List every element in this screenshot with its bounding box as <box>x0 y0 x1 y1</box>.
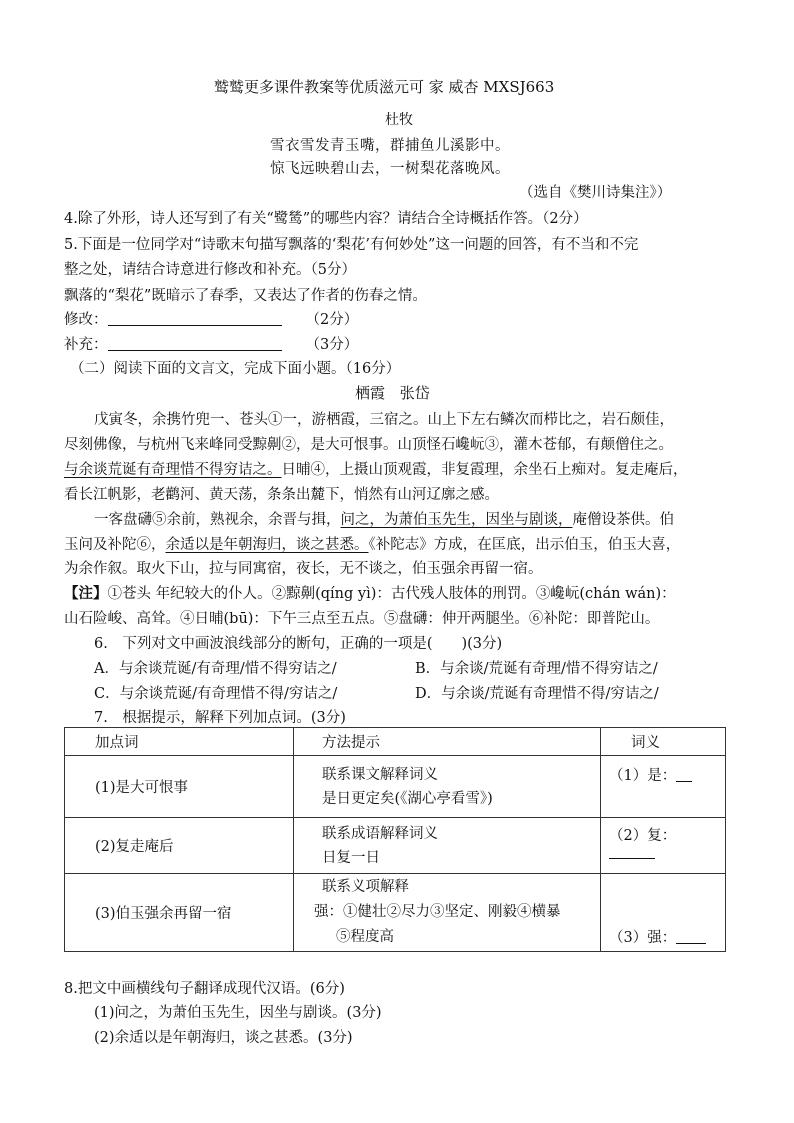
revise-score: （2分） <box>305 312 359 328</box>
essay-p2-line-2-a: 玉问及补陀⑥， <box>64 537 166 553</box>
supplement-score: （3分） <box>305 337 359 353</box>
revise-blank[interactable] <box>108 311 282 326</box>
page-header: 鹫鹫更多课件教案等优质滋元可 家 威杏 MXSJ663 <box>214 78 555 96</box>
row-3-meaning-label: （3）强： <box>609 930 677 946</box>
poem-source: （选自《樊川诗集注》） <box>519 185 672 201</box>
question-6-option-b[interactable]: B．与余谈/荒诞有奇理/惜不得穷诘之/ <box>415 661 658 677</box>
question-8-sentence-2: (2)余适以是年朝海归，谈之甚悉。(3分) <box>94 1030 353 1046</box>
table-header-row <box>65 728 726 756</box>
header-meaning: 词义 <box>601 728 726 756</box>
essay-title: 栖霞 张岱 <box>355 384 430 402</box>
essay-p1-line-4: 看长江帆影，老鹳河、黄天荡，条条出麓下，悄然有山河辽廓之感。 <box>64 487 499 503</box>
question-8-sentence-1: (1)问之，为萧伯玉先生，因坐与剧谈。(3分) <box>94 1005 382 1021</box>
question-6-option-c[interactable]: C．与余谈荒诞/有奇理惜不得/穷诘之/ <box>94 686 338 702</box>
essay-p2-line-2-b: 《补陀志》方成，在匡底，出示伯玉，伯玉大喜， <box>368 537 681 553</box>
poem-author: 杜牧 <box>385 112 413 128</box>
table-row <box>65 818 726 874</box>
row-3-word: (3)伯玉强余再留一宿 <box>65 874 294 952</box>
row-2-meaning <box>601 818 726 874</box>
row-2-meaning-label: （2）复： <box>609 828 677 844</box>
row-3-hint-line-1: 联系义项解释 <box>322 879 409 895</box>
row-1-meaning-label: （1）是： <box>609 768 677 784</box>
question-6-stem: 6. 下列对文中画波浪线部分的断句，正确的一项是( )(3分) <box>94 636 503 652</box>
supplement-blank[interactable] <box>108 336 282 351</box>
question-6-option-a[interactable]: A．与余谈荒诞/有奇理/惜不得穷诘之/ <box>94 661 337 677</box>
wavy-underlined-sentence: 与余谈荒诞有奇理惜不得穷诘之。 <box>64 462 282 478</box>
essay-p1-line-1: 戊寅冬，余携竹兜一、苍头①一，游栖霞，三宿之。山上下左右鳞次而栉比之，岩石颇佳， <box>94 412 674 428</box>
row-1-answer-blank[interactable] <box>676 769 692 782</box>
row-1-word: (1)是大可恨事 <box>65 756 294 818</box>
header-word: 加点词 <box>65 728 294 756</box>
underlined-sentence-2: 余适以是年朝海归，谈之甚悉。 <box>165 537 369 553</box>
question-8-stem: 8.把文中画横线句子翻译成现代汉语。(6分) <box>64 981 345 997</box>
question-4: 4.除了外形，诗人还写到了有关“鹭鸶”的哪些内容？请结合全诗概括作答。（2分） <box>64 211 588 227</box>
header-hint: 方法提示 <box>294 728 601 756</box>
essay-p2-line-2 <box>64 533 680 554</box>
essay-p2-line-1-b: 庵僧设茶供。伯 <box>572 512 674 528</box>
essay-p2-line-1-a: 一客盘礴⑤余前，熟视余，余晋与揖， <box>94 512 341 528</box>
notes-line-2: 山石险峻、高耸。④日晡(bū)：下午三点至五点。⑤盘礴：伸开两腿坐。⑥补陀：即普陀山。 <box>64 611 660 627</box>
underlined-sentence-1: 问之，为萧伯玉先生，因坐与剧谈， <box>340 512 573 528</box>
notes-line-1 <box>64 582 676 603</box>
notes-label: 【注】 <box>64 585 108 602</box>
row-3-hint <box>294 874 601 952</box>
question-7-stem: 7. 根据提示，解释下列加点词。(3分) <box>94 710 346 726</box>
table-row <box>65 874 726 952</box>
question-5-answer: 飘落的“梨花”既暗示了春季，又表达了作者的伤春之情。 <box>64 288 427 304</box>
row-1-hint <box>294 756 601 818</box>
row-2-hint-line-2: 日复一日 <box>322 849 380 866</box>
supplement-row <box>64 333 358 354</box>
row-3-answer-blank[interactable] <box>676 931 706 944</box>
row-1-hint-line-2: 是日更定矣(《湖心亭看雪》) <box>322 790 493 807</box>
question-6-option-d[interactable]: D．与余谈/荒诞有奇理惜不得/穷诘之/ <box>415 686 659 702</box>
row-3-hint-line-2: 强：①健壮②尽力③坚定、刚毅④横暴 <box>314 904 561 920</box>
section-2-heading: （二）阅读下面的文言文，完成下面小题。（16分） <box>70 361 401 377</box>
supplement-label: 补充： <box>64 337 108 353</box>
row-3-hint-line-3: ⑤程度高 <box>336 929 394 945</box>
revise-label: 修改： <box>64 312 108 328</box>
row-2-answer-blank[interactable] <box>609 846 655 859</box>
row-1-meaning <box>601 756 726 818</box>
vocab-table <box>64 727 726 952</box>
essay-p1-line-2: 尽刻佛像，与杭州飞来峰同受黥劓②，是大可恨事。山顶怪石巉岏③，灌木苍郁，有颠僧住之。 <box>64 437 673 453</box>
question-5-line-1: 5.下面是一位同学对“诗歌末句描写飘落的‘梨花’有何妙处”这一问题的回答，有不当和不完 <box>64 237 639 253</box>
row-2-hint-line-1: 联系成语解释词义 <box>322 825 438 842</box>
poem-line-1: 雪衣雪发青玉嘴，群捕鱼儿溪影中。 <box>270 138 510 154</box>
essay-p1-line-3-rest: 日晡④，上摄山顶观霞，非复霞理，余坐石上痴对。复走庵后， <box>281 462 688 478</box>
table-row <box>65 756 726 818</box>
row-2-hint <box>294 818 601 874</box>
row-3-meaning <box>601 874 726 952</box>
question-5-line-2: 整之处，请结合诗意进行修改和补充。（5分） <box>64 262 356 278</box>
essay-p1-line-3 <box>64 458 688 479</box>
poem-line-2: 惊飞远映碧山去，一树梨花落晚风。 <box>270 161 510 177</box>
essay-p2-line-3: 为余作叙。取火下山，拉与同寓宿，夜长，无不谈之，伯玉强余再留一宿。 <box>64 561 543 577</box>
revise-row <box>64 308 358 329</box>
essay-p2-line-1 <box>94 508 674 529</box>
notes-line-1-text: ①苍头 年纪较大的仆人。②黥劓(qíng yì)：古代残人肢体的刑罚。③巉岏(chán wán)： <box>107 586 676 602</box>
row-2-word: (2)复走庵后 <box>65 818 294 874</box>
row-1-hint-line-1: 联系课文解释词义 <box>322 766 438 783</box>
